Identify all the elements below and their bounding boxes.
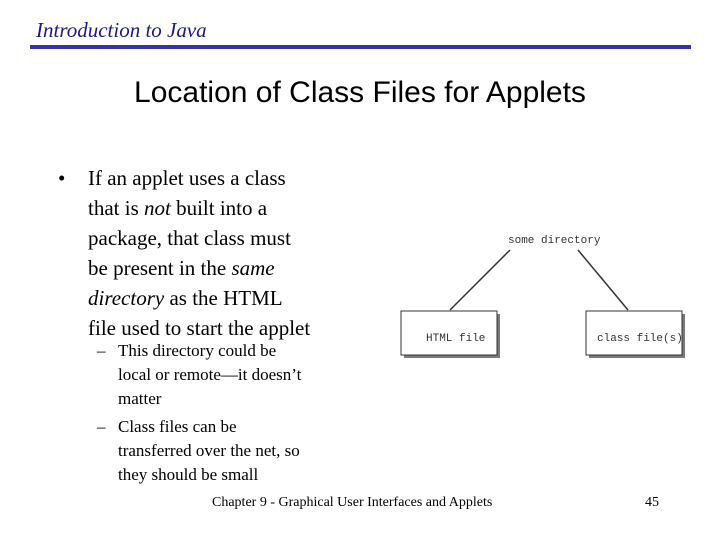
subbullet-marker: –: [97, 417, 106, 436]
subbullet-marker: –: [97, 341, 106, 360]
emphasis-same: same: [231, 256, 275, 280]
bullet-line: file used to start the applet: [88, 316, 311, 340]
html-file-label: HTML file: [426, 333, 486, 345]
main-bullet: [88, 163, 368, 343]
subbullet-1: [118, 339, 353, 411]
emphasis-not: not: [144, 196, 171, 220]
slide-title: Location of Class Files for Applets: [134, 76, 586, 109]
bullet-line: that is not built into a: [88, 196, 268, 220]
header-rule: [30, 45, 691, 49]
course-header: Introduction to Java: [36, 18, 207, 42]
class-file-label: class file(s): [597, 333, 683, 345]
subbullet-2: [118, 415, 353, 487]
bullet-line: directory as the HTML: [88, 286, 283, 310]
diagram-edge-right: [578, 250, 628, 310]
diagram-root-label: some directory: [508, 235, 601, 247]
footer-chapter: Chapter 9 - Graphical User Interfaces and Applets: [212, 495, 493, 510]
subbullet-line: transferred over the net, so: [118, 441, 300, 460]
subbullet-line: This directory could be: [118, 341, 277, 360]
diagram-edge-left: [450, 250, 510, 310]
bullet-line: package, that class must: [88, 226, 291, 250]
diagram-svg: [390, 225, 720, 365]
subbullet-line: Class files can be: [118, 417, 237, 436]
subbullet-line: they should be small: [118, 465, 259, 484]
bullet-marker: •: [58, 166, 66, 190]
subbullet-line: matter: [118, 389, 162, 408]
bullet-line: If an applet uses a class: [88, 166, 286, 190]
emphasis-directory: directory: [88, 286, 165, 310]
directory-diagram: [390, 225, 720, 365]
subbullet-line: local or remote—it doesn’t: [118, 365, 302, 384]
page-number: 45: [645, 495, 659, 510]
bullet-line: be present in the same: [88, 256, 275, 280]
